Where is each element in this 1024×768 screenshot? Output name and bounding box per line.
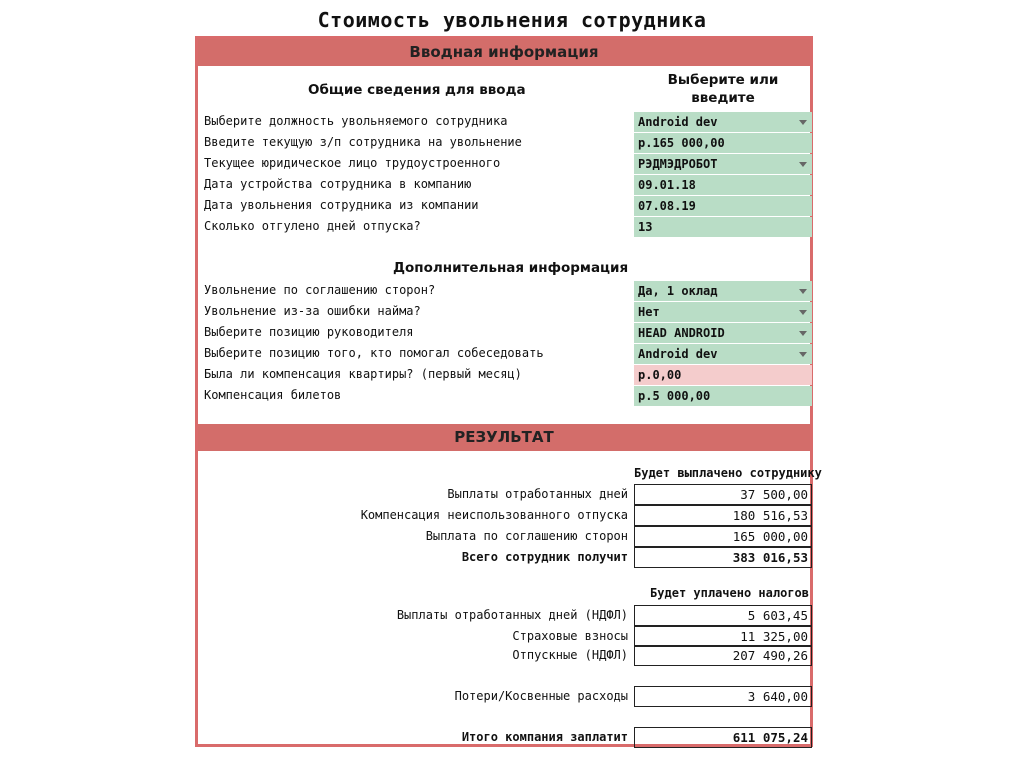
company-total-row [198,727,810,748]
tax-value: 207 490,26 [634,645,812,666]
input-row-tickets [198,385,810,406]
result-row [198,484,810,505]
salary-input[interactable]: р.165 000,00 [634,133,812,153]
input-label: Введите текущую з/п сотрудника на увольнение [204,135,522,149]
company-total-value: 611 075,24 [634,727,812,748]
input-row-dismissal-date [198,195,810,216]
input-section-band: Вводная информация [198,39,810,66]
employee-total-value: 383 016,53 [634,547,812,568]
tax-label: Выплаты отработанных дней (НДФЛ) [396,608,628,622]
employee-total-label: Всего сотрудник получит [461,550,628,564]
company-total-label: Итого компания заплатит [461,730,628,744]
tax-label: Отпускные (НДФЛ) [512,648,628,662]
input-row-vacation-days [198,216,810,237]
hiring-error-select[interactable] [634,302,812,322]
result-value: 37 500,00 [634,484,812,505]
tax-label: Страховые взносы [512,629,628,643]
tax-heading: Будет уплачено налогов [650,586,809,600]
select-value: Нет [638,305,660,319]
dropdown-arrow-icon[interactable] [799,352,807,357]
result-label: Выплаты отработанных дней [447,487,628,501]
input-row-agreement [198,280,810,301]
dropdown-arrow-icon[interactable] [799,289,807,294]
input-label: Дата устройства сотрудника в компанию [204,177,472,191]
select-value: Да, 1 оклад [638,284,718,298]
losses-row [198,686,810,707]
input-row-apartment [198,364,810,385]
input-label: Увольнение из-за ошибки найма? [204,304,421,318]
select-value: HEAD ANDROID [638,326,725,340]
result-value: 165 000,00 [634,526,812,547]
dropdown-arrow-icon[interactable] [799,331,807,336]
input-row-hire-date [198,174,810,195]
apartment-compensation-input[interactable]: р.0,00 [634,365,812,385]
losses-value: 3 640,00 [634,686,812,707]
page-title: Стоимость увольнения сотрудника [317,8,707,32]
input-row-manager [198,322,810,343]
dismissal-date-input[interactable]: 07.08.19 [634,196,812,216]
hire-date-input[interactable]: 09.01.18 [634,175,812,195]
tax-value: 11 325,00 [634,626,812,647]
manager-select[interactable] [634,323,812,343]
dropdown-arrow-icon[interactable] [799,310,807,315]
additional-heading: Дополнительная информация [393,260,629,276]
select-value: Android dev [638,347,718,361]
legal-entity-select[interactable] [634,154,812,174]
input-label: Текущее юридическое лицо трудоустроенного [204,156,501,170]
input-row-interviewer [198,343,810,364]
agreement-select[interactable] [634,281,812,301]
losses-label: Потери/Косвенные расходы [454,689,628,703]
vacation-days-input[interactable]: 13 [634,217,812,237]
dropdown-arrow-icon[interactable] [799,162,807,167]
dropdown-arrow-icon[interactable] [799,120,807,125]
input-row-salary [198,132,810,153]
choose-heading-line1: Выберите или [667,72,779,88]
general-heading: Общие сведения для ввода [308,82,526,98]
input-label: Выберите позицию того, кто помогал собеседовать [204,346,544,360]
input-label: Была ли компенсация квартиры? (первый месяц) [204,367,522,381]
result-label: Компенсация неиспользованного отпуска [360,508,628,522]
input-row-legal-entity [198,153,810,174]
tickets-compensation-input[interactable]: р.5 000,00 [634,386,812,406]
result-section-band: РЕЗУЛЬТАТ [198,424,810,451]
input-label: Выберите позицию руководителя [204,325,414,339]
input-row-position [198,111,810,132]
input-label: Сколько отгулено дней отпуска? [204,219,421,233]
result-row [198,526,810,547]
result-label: Выплата по соглашению сторон [425,529,628,543]
choose-heading-line2: введите [691,90,755,106]
calculator-sheet [195,36,822,747]
input-row-hiring-error [198,301,810,322]
input-label: Компенсация билетов [204,388,342,402]
result-row [198,505,810,526]
tax-row [198,626,810,647]
interviewer-select[interactable] [634,344,812,364]
tax-row [198,605,810,626]
input-label: Увольнение по соглашению сторон? [204,283,436,297]
input-label: Дата увольнения сотрудника из компании [204,198,479,212]
input-label: Выберите должность увольняемого сотрудника [204,114,508,128]
tax-row [198,645,810,666]
employee-heading: Будет выплачено сотруднику [634,466,822,480]
select-value: Android dev [638,115,718,129]
select-value: РЭДМЭДРОБОТ [638,157,718,171]
result-value: 180 516,53 [634,505,812,526]
employee-total-row [198,547,810,568]
position-select[interactable] [634,112,812,132]
choose-heading [634,71,812,107]
tax-value: 5 603,45 [634,605,812,626]
